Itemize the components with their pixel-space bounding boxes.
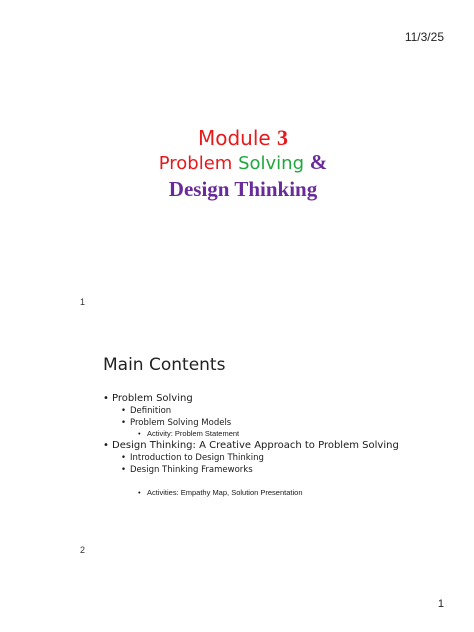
title-module-line [93, 125, 393, 150]
list-item-design-thinking-frameworks: • Design Thinking Frameworks [103, 465, 393, 475]
contents-list [103, 391, 399, 497]
title-module-word: Module [197, 126, 271, 150]
list-item-definition: • Definition [103, 406, 393, 416]
slide-2 [93, 345, 399, 515]
title-solving: Solving [238, 153, 305, 175]
list-item-intro-design-thinking: • Introduction to Design Thinking [103, 453, 393, 463]
title-design-thinking: Design Thinking [168, 176, 318, 201]
list-item-design-thinking: • Design Thinking: A Creative Approach to Problem Solving [103, 440, 393, 451]
page-number: 1 [437, 598, 444, 610]
slide-1 [93, 105, 393, 275]
slide-number-2: 2 [80, 545, 86, 555]
list-item-problem-solving: • Problem Solving [103, 393, 393, 404]
list-item-problem-solving-models: • Problem Solving Models [103, 418, 393, 428]
title-problem: Problem [158, 153, 233, 175]
page-date: 11/3/25 [404, 30, 444, 44]
list-item-activities: • Activities: Empathy Map, Solution Presentation [103, 488, 393, 497]
contents-heading: Main Contents [103, 355, 226, 375]
title-ampersand: & [309, 150, 328, 175]
list-item-activity-problem-statement: • Activity: Problem Statement [103, 429, 393, 438]
slide-number-1: 1 [80, 297, 86, 307]
slide-title [93, 125, 393, 201]
title-problem-solving-line [93, 150, 393, 175]
title-module-number: 3 [277, 125, 289, 150]
list-spacer [103, 475, 393, 487]
